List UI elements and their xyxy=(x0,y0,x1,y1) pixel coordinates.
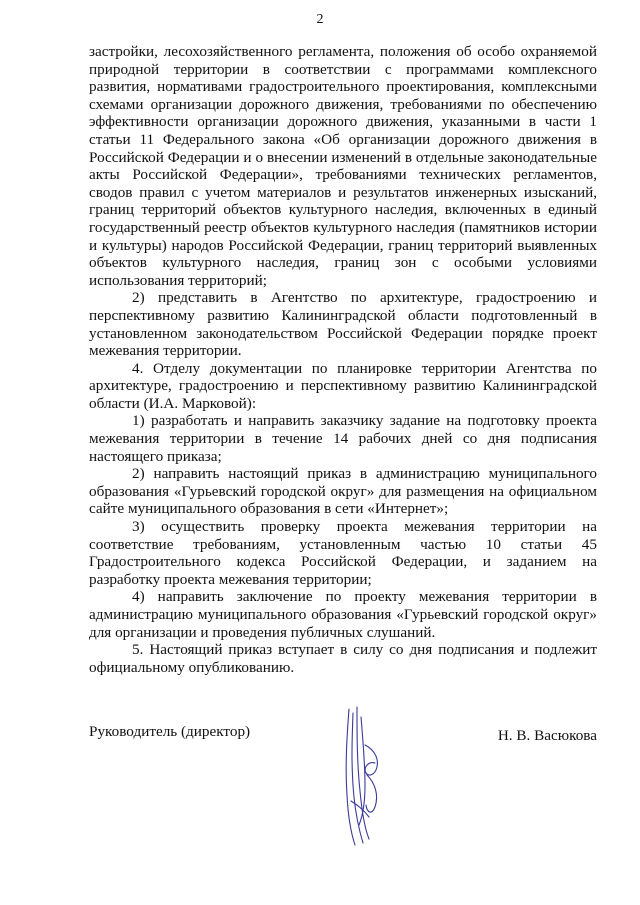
signatory-title: Руководитель (директор) xyxy=(89,723,251,740)
paragraph-section-4: 4. Отделу документации по планировке территории Агентства по архитектуре, градостроению и перспективному развитию Калининградской области (И.А. Марковой): xyxy=(89,359,597,412)
paragraph-section-4-item-1: 1) разработать и направить заказчику задание на подготовку проекта межевания территории в течение 14 рабочих дней со дня подписания настоящего приказа; xyxy=(89,412,597,465)
paragraph-section-5: 5. Настоящий приказ вступает в силу со дня подписания и подлежит официальному опубликованию. xyxy=(89,641,597,676)
paragraph-section-4-item-3: 3) осуществить проверку проекта межевания территории на соответствие требованиям, установленным частью 10 статьи 45 Градостроительного кодекса Российской Федерации, и заданием на разработку проекта межевания территории; xyxy=(89,518,597,588)
signatory-name: Н. В. Васюкова xyxy=(497,727,597,744)
signature-block xyxy=(89,723,597,853)
paragraph-continuation: застройки, лесохозяйственного регламента, положения об особо охраняемой природной территории в соответствии с программами комплексного развития, нормативами градостроительного проектирования, комплексными схемами организации дорожного движения, требованиями по обеспечению эффективности организации дорожного движения, указанными в части 1 статьи 11 Федерального закона «Об организации дорожного движения в Российской Федерации и о внесении изменений в отдельные законодательные акты Российской Федерации», требованиями технических регламентов, сводов правил с учетом материалов и результатов инженерных изысканий, границ территорий объектов культурного наследия, включенных в единый государственный реестр объектов культурного наследия (памятников истории и культуры) народов Российской Федерации, границ территорий выявленных объектов культурного наследия, границ зон с особыми условиями использования территорий; xyxy=(89,43,597,289)
handwritten-signature xyxy=(339,705,389,850)
page-number: 2 xyxy=(316,12,324,27)
paragraph-section-4-item-2: 2) направить настоящий приказ в администрацию муниципального образования «Гурьевский городской округ» для размещения на официальном сайте муниципального образования в сети «Интернет»; xyxy=(89,465,597,518)
paragraph-item-2-present: 2) представить в Агентство по архитектуре, градостроению и перспективному развитию Калининградской области подготовленный в установленном законодательством Российской Федерации порядке проект межевания территории. xyxy=(89,289,597,360)
document-body xyxy=(89,43,597,676)
paragraph-section-4-item-4: 4) направить заключение по проекту межевания территории в администрацию муниципального образования «Гурьевский городской округ» для организации и проведения публичных слушаний. xyxy=(89,588,597,641)
